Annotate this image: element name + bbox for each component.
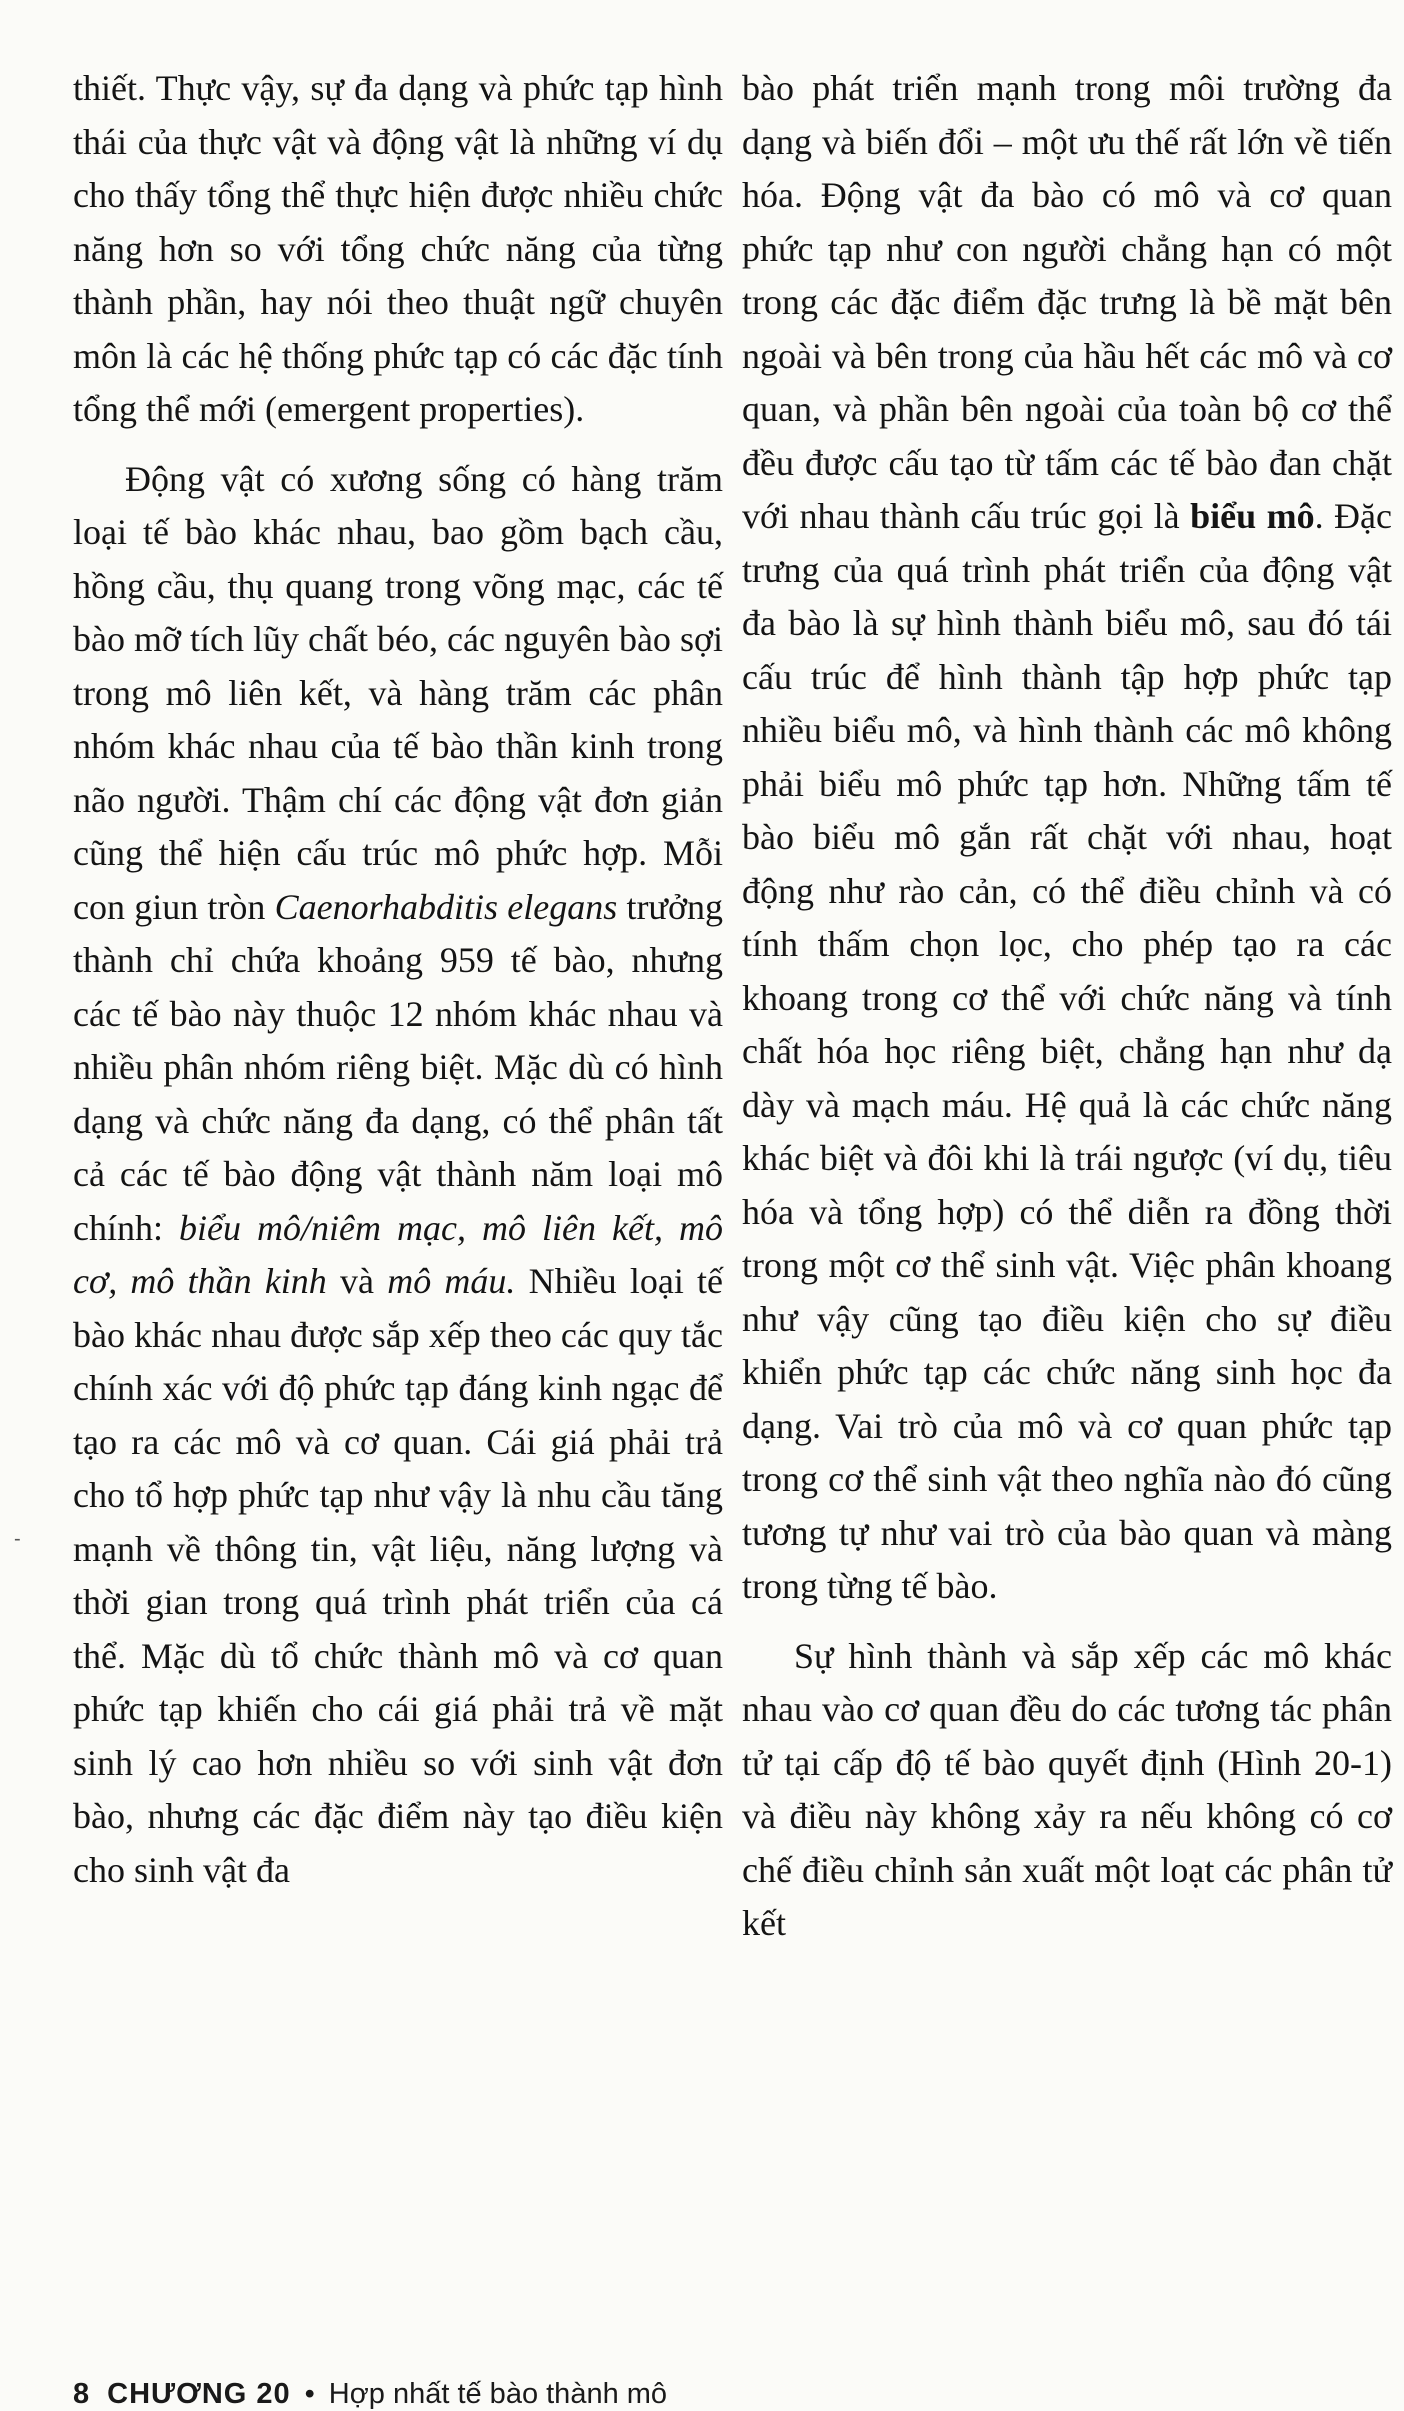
margin-mark: -	[14, 1528, 21, 1550]
page-footer	[73, 2378, 667, 2411]
right-paragraph-1	[742, 62, 1392, 1614]
tissue-types-term: biểu mô/niêm mạc, mô liên kết, mô cơ, mô thần kinh	[73, 1207, 724, 1301]
paragraph-text: bào phát triển mạnh trong môi trường đa dạng và biến đổi – một ưu thế rất lớn về tiến hóa. Động vật đa bào có mô và cơ quan phức tạp như con người chẳng hạn có một trong các đặc điểm đặc trưng là bề mặt bên ngoài và bên trong của hầu hết các mô và cơ quan, và phần bên ngoài của toàn bộ cơ thể đều được cấu tạo từ tấm các tế bào đan chặt với nhau thành cấu trúc gọi là	[742, 68, 1392, 536]
paragraph-text: Động vật có xương sống có hàng trăm loại tế bào khác nhau, bao gồm bạch cầu, hồng cầu, thụ quang trong võng mạc, các tế bào mỡ tích lũy chất béo, các nguyên bào sợi trong mô liên kết, và hàng trăm các phân nhóm khác nhau của tế bào thần kinh trong não người. Thậm chí các động vật đơn giản cũng thể hiện cấu trúc mô phức hợp. Mỗi con giun tròn	[73, 458, 723, 927]
left-column	[73, 62, 723, 1897]
left-paragraph-1: thiết. Thực vậy, sự đa dạng và phức tạp hình thái của thực vật và động vật là những ví dụ cho thấy tổng thể thực hiện được nhiều chức năng hơn so với tổng chức năng của từng thành phần, hay nói theo thuật ngữ chuyên môn là các hệ thống phức tạp có các đặc tính tổng thể mới (emergent properties).	[73, 68, 723, 429]
species-name: Caenorhabditis elegans	[274, 886, 618, 927]
chapter-label: CHƯƠNG 20	[107, 2378, 291, 2410]
epithelium-term: biểu mô	[1190, 496, 1315, 536]
chapter-title: Hợp nhất tế bào thành mô	[328, 2378, 668, 2410]
paragraph-text: trưởng thành chỉ chứa khoảng 959 tế bào, nhưng các tế bào này thuộc 12 nhóm khác nhau và nhiều phân nhóm riêng biệt. Mặc dù có hình dạng và chức năng đa dạng, có thể phân tất cả các tế bào động vật thành năm loại mô chính:	[73, 886, 723, 1248]
paragraph-text: Nhiều loại tế bào khác nhau được sắp xếp theo các quy tắc chính xác với độ phức tạp đáng kinh ngạc để tạo ra các mô và cơ quan. Cái giá phải trả cho tổ hợp phức tạp như vậy là nhu cầu tăng mạnh về thông tin, vật liệu, năng lượng và thời gian trong quá trình phát triển của cá thể. Mặc dù tổ chức thành mô và cơ quan phức tạp khiến cho cái giá phải trả về mặt sinh lý cao hơn nhiều so với sinh vật đơn bào, nhưng các đặc điểm này tạo điều kiện cho sinh vật đa	[73, 1261, 724, 1890]
left-paragraph-2	[73, 453, 723, 1898]
footer-separator: •	[304, 2378, 315, 2410]
paragraph-text: . Đặc trưng của quá trình phát triển của động vật đa bào là sự hình thành biểu mô, sau đó tái cấu trúc để hình thành tập hợp phức tạp nhiều biểu mô, và hình thành các mô không phải biểu mô phức tạp hơn. Những tấm tế bào biểu mô gắn rất chặt với nhau, hoạt động như rào cản, có thể điều chỉnh và có tính thấm chọn lọc, cho phép tạo ra các khoang trong cơ thể với chức năng và tính chất hóa học riêng biệt, chẳng hạn như dạ dày và mạch máu. Hệ quả là các chức năng khác biệt và đôi khi là trái ngược (ví dụ, tiêu hóa và tổng hợp) có thể diễn ra đồng thời trong một cơ thể sinh vật. Việc phân khoang như vậy cũng tạo điều kiện cho sự điều khiển phức tạp các chức năng sinh học đa dạng. Vai trò của mô và cơ quan phức tạp trong cơ thể sinh vật theo nghĩa nào đó cũng tương tự như vai trò của bào quan và màng trong từng tế bào.	[742, 496, 1392, 1606]
page-number: 8	[73, 2378, 90, 2410]
conjunction: và	[326, 1261, 388, 1301]
right-paragraph-2: Sự hình thành và sắp xếp các mô khác nhau vào cơ quan đều do các tương tác phân tử tại cấp độ tế bào quyết định (Hình 20-1) và điều này không xảy ra nếu không có cơ chế điều chỉnh sản xuất một loạt các phân tử kết	[742, 1635, 1392, 1943]
right-column	[742, 62, 1392, 1951]
blood-tissue-term: mô máu.	[387, 1261, 516, 1301]
